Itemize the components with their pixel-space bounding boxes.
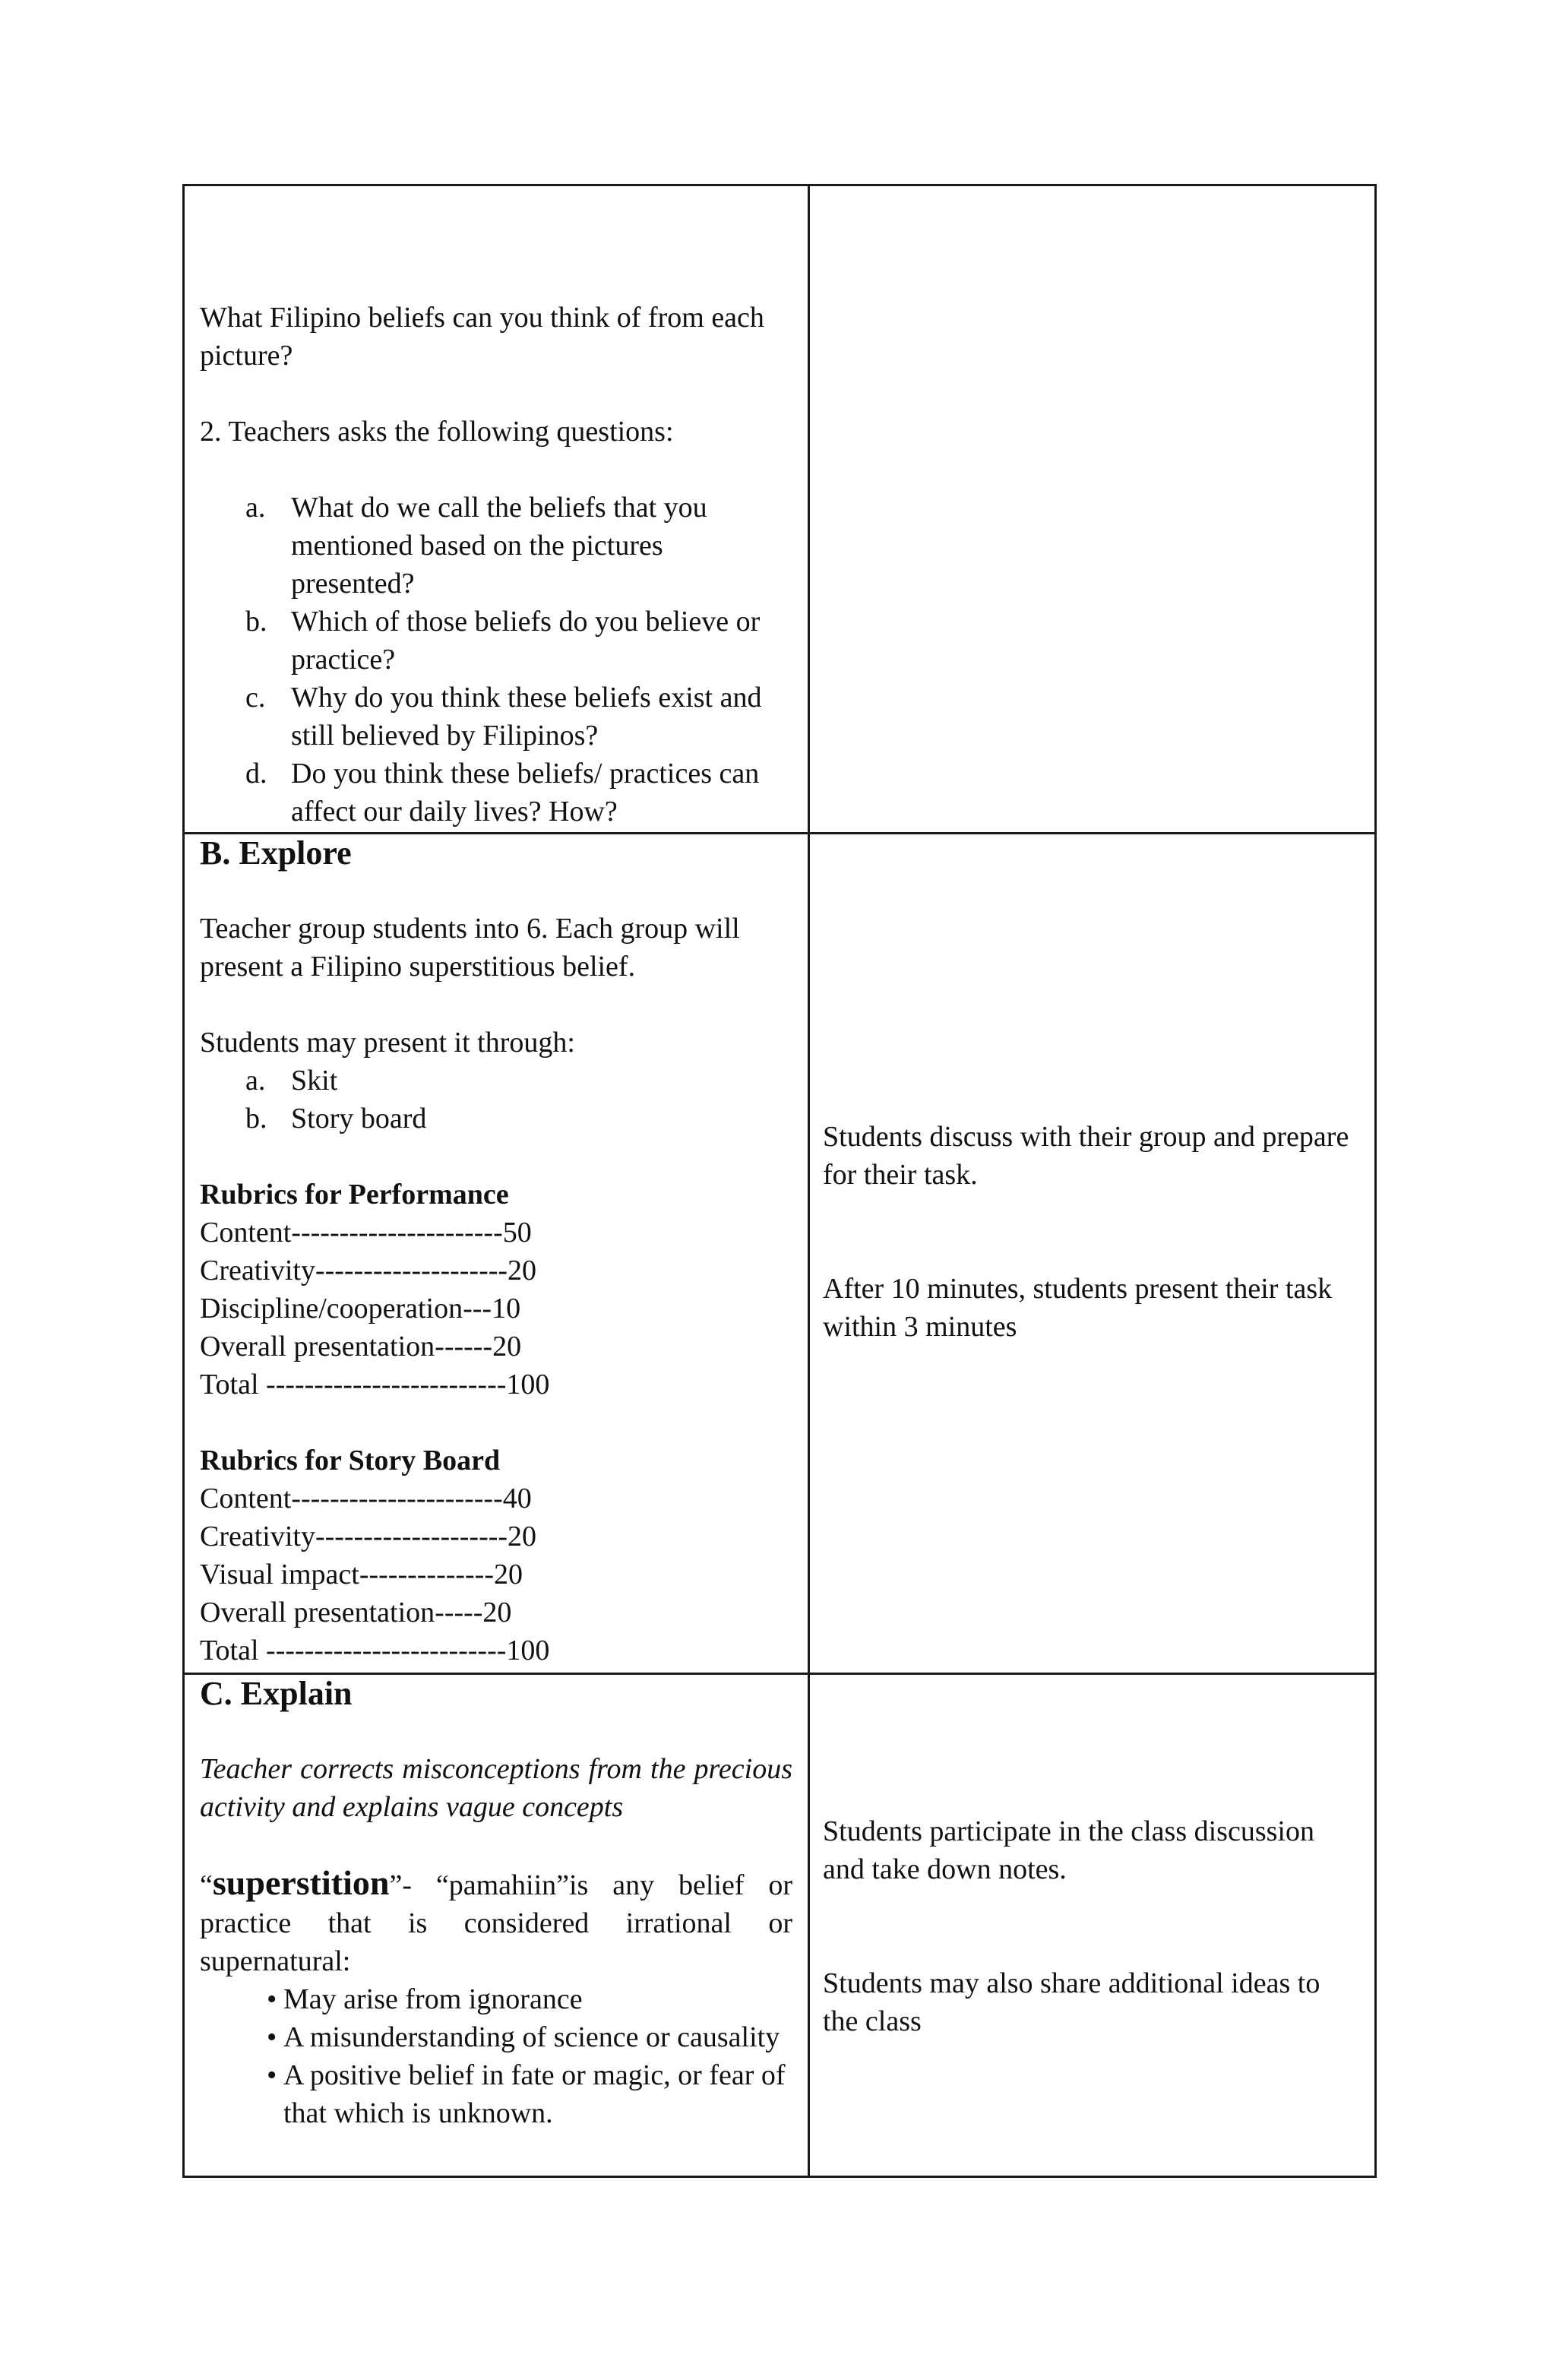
column-divider	[808, 186, 810, 2176]
list-item-text: Do you think these beliefs/ practices can affect our daily lives? How?	[291, 758, 760, 828]
bullet-item	[200, 2056, 792, 2132]
bullet-icon: •	[267, 2021, 277, 2053]
list-item-text: Skit	[291, 1065, 338, 1097]
term: superstition	[212, 1863, 390, 1902]
rubric-line: Total -------------------------100	[200, 1635, 550, 1666]
explain-instruction: Teacher corrects misconceptions from the precious activity and explains vague concepts	[200, 1753, 792, 1823]
rubric-line: Content----------------------40	[200, 1483, 532, 1514]
student-activity: Students may also share additional ideas to the class	[823, 1967, 1320, 2037]
list-marker: b.	[245, 1103, 267, 1135]
list-item	[200, 755, 792, 831]
list-item	[200, 1062, 792, 1100]
rubric-line: Overall presentation-----20	[200, 1597, 512, 1628]
bullet-text: May arise from ignorance	[283, 1983, 583, 2015]
rubric-storyboard-title: Rubrics for Story Board	[200, 1445, 501, 1476]
lesson-plan-table	[182, 184, 1377, 2178]
list-item	[200, 679, 792, 755]
list-marker: b.	[245, 606, 267, 638]
list-item	[200, 603, 792, 679]
bullet-item	[200, 1980, 792, 2018]
explain-heading: C. Explain	[200, 1675, 353, 1712]
intro-question: What Filipino beliefs can you think of from each picture?	[200, 302, 764, 372]
explore-heading: B. Explore	[200, 834, 352, 872]
explain-student-cell	[823, 1812, 1362, 2040]
rubric-line: Creativity--------------------20	[200, 1255, 537, 1287]
open-quote: “	[200, 1869, 213, 1901]
bullet-text: A misunderstanding of science or causality	[283, 2021, 780, 2053]
definition-text: ”- “pamahiin”is any belief or practice that is considered irrational or supernatural:	[200, 1869, 792, 1977]
rubric-line: Total -------------------------100	[200, 1369, 550, 1400]
present-intro: Students may present it through:	[200, 1027, 575, 1059]
list-item-text: Story board	[291, 1103, 427, 1135]
bullet-text: A positive belief in fate or magic, or fear of that which is unknown.	[283, 2059, 786, 2129]
list-marker: a.	[245, 1065, 266, 1097]
presentation-options	[200, 1062, 792, 1138]
bullet-item	[200, 2018, 792, 2056]
bullet-icon: •	[267, 2059, 277, 2091]
list-item	[200, 1100, 792, 1138]
list-marker: a.	[245, 492, 266, 524]
student-activity: Students participate in the class discussion and take down notes.	[823, 1815, 1314, 1885]
question-list	[200, 489, 792, 831]
bullet-icon: •	[267, 1983, 277, 2015]
list-marker: d.	[245, 758, 267, 790]
rubric-line: Discipline/cooperation---10	[200, 1293, 521, 1325]
explore-cell	[200, 832, 792, 1669]
explore-student-cell	[823, 1118, 1362, 1346]
list-marker: c.	[245, 682, 266, 714]
intro-cell	[200, 299, 792, 831]
explore-instruction: Teacher group students into 6. Each group will present a Filipino superstitious belief.	[200, 913, 740, 983]
rubric-line: Content----------------------50	[200, 1217, 532, 1249]
superstition-definition	[200, 1864, 792, 1980]
explain-cell	[200, 1673, 792, 2132]
list-item-text: Which of those beliefs do you believe or practice?	[291, 606, 761, 676]
rubric-line: Visual impact--------------20	[200, 1559, 523, 1590]
rubric-performance-title: Rubrics for Performance	[200, 1179, 509, 1211]
list-item-text: What do we call the beliefs that you mentioned based on the pictures presented?	[291, 492, 707, 600]
list-item-text: Why do you think these beliefs exist and still believed by Filipinos?	[291, 682, 762, 752]
list-item	[200, 489, 792, 603]
rubric-line: Overall presentation------20	[200, 1331, 522, 1362]
intro-step2: 2. Teachers asks the following questions:	[200, 416, 674, 448]
rubric-line: Creativity--------------------20	[200, 1521, 537, 1552]
student-activity: Students discuss with their group and prepare for their task.	[823, 1121, 1349, 1191]
student-activity: After 10 minutes, students present their task within 3 minutes	[823, 1273, 1333, 1343]
